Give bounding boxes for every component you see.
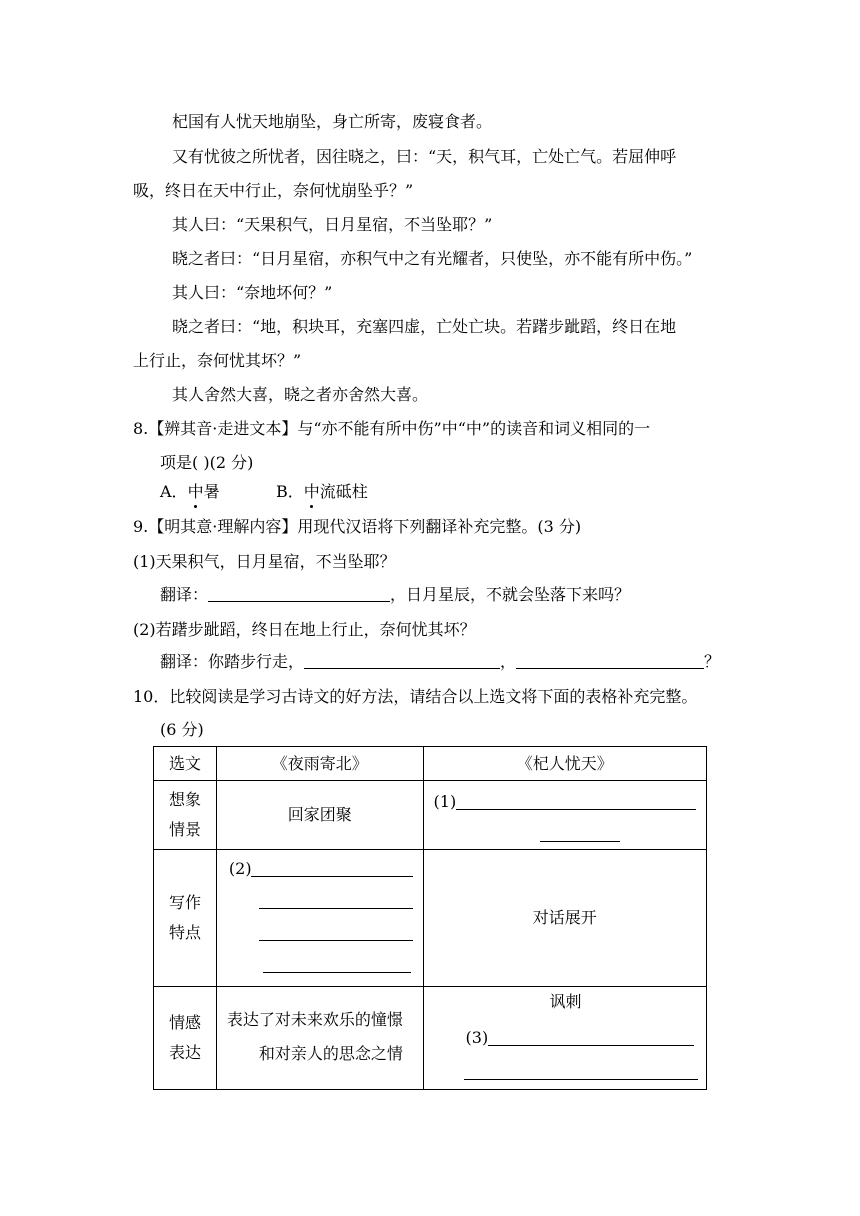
- answer-blank[interactable]: [540, 825, 620, 842]
- cell-poem-feature: (2): [216, 850, 423, 987]
- answer-blank[interactable]: [259, 924, 413, 941]
- row-label: 写作 特点: [154, 850, 217, 987]
- question-8-option-a[interactable]: A．中暑: [160, 482, 220, 501]
- answer-blank[interactable]: [208, 585, 390, 602]
- passage-paragraph-2-line-2: 吸，终日在天中行止，奈何忧崩坠乎？”: [133, 181, 414, 200]
- header-cell-poem: 《夜雨寄北》: [216, 747, 423, 781]
- question-9-translation-1: 翻译： ，日月星辰，不就会坠落下来吗？: [160, 585, 631, 604]
- table-row-imagined-scene: [154, 781, 707, 850]
- passage-paragraph-1: 杞国有人忧天地崩坠，身亡所寄，废寝食者。: [172, 112, 493, 131]
- answer-blank[interactable]: [251, 860, 413, 877]
- passage-paragraph-2-line-1: 又有忧彼之所忧者，因往晓之，曰：“天，积气耳，亡处亡气。若屈伸呼: [172, 147, 677, 166]
- passage-paragraph-7: 其人舍然大喜，晓之者亦舍然大喜。: [172, 385, 429, 404]
- row-label: 情感 表达: [154, 987, 217, 1090]
- answer-blank[interactable]: [259, 892, 413, 909]
- table-row-emotion: [154, 987, 707, 1090]
- question-9-translation-2: 翻译：你踏步行走， ， ？: [160, 652, 721, 671]
- question-9-sentence-1: (1)天果积气，日月星宿，不当坠耶？: [133, 552, 396, 571]
- passage-paragraph-4: 晓之者曰：“日月星宿，亦积气中之有光耀者，只使坠，亦不能有所中伤。”: [172, 249, 693, 268]
- question-8-stem-line-2: 项是( )(2 分): [160, 453, 254, 472]
- passage-paragraph-6-line-1: 晓之者曰：“地，积块耳，充塞四虚，亡处亡块。若躇步跐蹈，终日在地: [172, 317, 677, 336]
- header-cell-text: 选文: [154, 747, 217, 781]
- question-10-stem: 10．比较阅读是学习古诗文的好方法，请结合以上选文将下面的表格补充完整。: [133, 687, 698, 706]
- question-8-stem: 8.【辨其音·走进文本】与“亦不能有所中伤”中“中”的读音和词义相同的一: [133, 419, 651, 438]
- answer-blank[interactable]: [488, 1029, 694, 1046]
- answer-blank[interactable]: [304, 652, 500, 669]
- emphasis-dot-char: 中: [303, 482, 320, 501]
- header-cell-passage: 《杞人忧天》: [423, 747, 706, 781]
- answer-blank[interactable]: [516, 652, 704, 669]
- question-10-points: (6 分): [160, 720, 204, 739]
- passage-paragraph-3: 其人曰：“天果积气，日月星宿，不当坠耶？”: [172, 215, 493, 234]
- cell-passage-scene: (1): [423, 781, 706, 850]
- row-label: 想象 情景: [154, 781, 217, 850]
- table-header-row: [154, 747, 707, 781]
- cell-passage-feature: 对话展开: [423, 850, 706, 987]
- answer-blank[interactable]: [464, 1063, 698, 1080]
- answer-blank[interactable]: [456, 793, 696, 810]
- cell-poem-scene: 回家团聚: [216, 781, 423, 850]
- comparison-table: [153, 746, 707, 1090]
- emphasis-dot-char: 中: [187, 482, 204, 501]
- answer-blank[interactable]: [263, 956, 411, 973]
- cell-passage-emotion: 讽刺 (3): [423, 987, 706, 1090]
- question-9-sentence-2: (2)若躇步跐蹈，终日在地上行止，奈何忧其坏？: [133, 620, 476, 639]
- cell-poem-emotion: 表达了对未来欢乐的憧憬 和对亲人的思念之情: [216, 987, 423, 1090]
- question-9-stem: 9.【明其意·理解内容】用现代汉语将下列翻译补充完整。(3 分): [133, 517, 582, 536]
- passage-paragraph-6-line-2: 上行止，奈何忧其坏？”: [133, 351, 302, 370]
- passage-paragraph-5: 其人曰：“奈地坏何？”: [172, 283, 333, 302]
- question-8-option-b[interactable]: B．中流砥柱: [276, 482, 368, 501]
- table-row-writing-feature: [154, 850, 707, 987]
